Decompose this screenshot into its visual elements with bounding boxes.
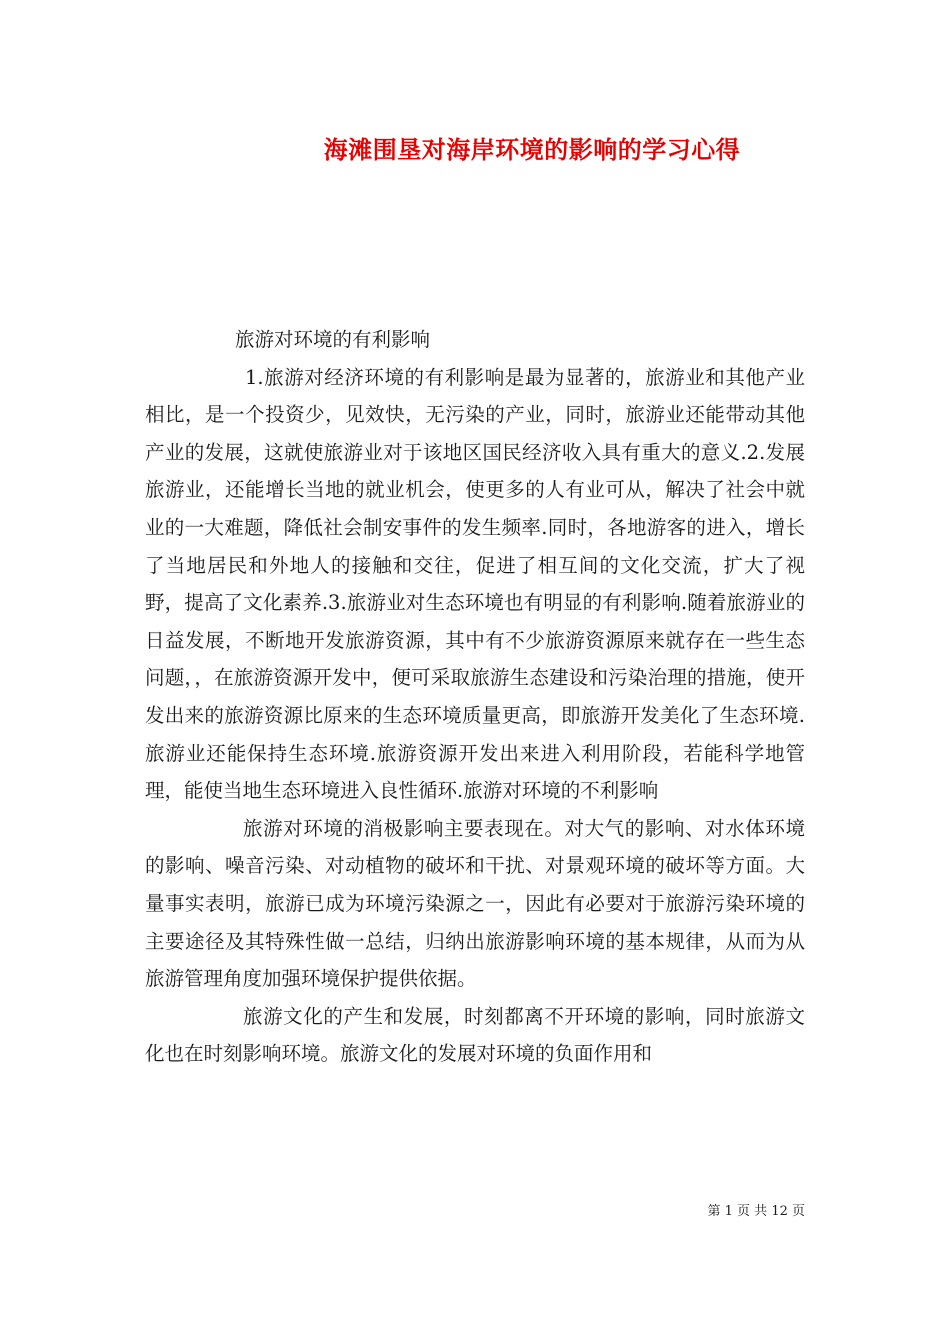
document-body <box>145 321 805 1073</box>
page-footer: 第 1 页 共 12 页 <box>707 1204 805 1219</box>
document-title: 海滩围垦对海岸环境的影响的学习心得 <box>323 135 741 164</box>
paragraph: 旅游对环境的消极影响主要表现在。对大气的影响、对水体环境的影响、噪音污染、对动植物的破坏和干扰、对景观环境的破坏等方面。大量事实表明，旅游已成为环境污染源之一，因此有必要对于旅游污染环境的主要途径及其特殊性做一总结，归纳出旅游影响环境的基本规律，从而为从旅游管理角度加强环境保护提供依据。 <box>145 816 805 991</box>
section-heading: 旅游对环境的有利影响 <box>235 328 431 351</box>
paragraph: 旅游文化的产生和发展，时刻都离不开环境的影响，同时旅游文化也在时刻影响环境。旅游文化的发展对环境的负面作用和 <box>145 1004 805 1066</box>
paragraph: 1.旅游对经济环境的有利影响是最为显著的，旅游业和其他产业相比，是一个投资少，见效快，无污染的产业，同时，旅游业还能带动其他产业的发展，这就使旅游业对于该地区国民经济收入具有重大的意义.2.发展旅游业，还能增长当地的就业机会，使更多的人有业可从，解决了社会中就业的一大难题，降低社会制安事件的发生频率.同时，各地游客的进入，增长了当地居民和外地人的接触和交往，促进了相互间的文化交流，扩大了视野，提高了文化素养.3.旅游业对生态环境也有明显的有利影响.随着旅游业的日益发展，不断地开发旅游资源，其中有不少旅游资源原来就存在一些生态问题，，在旅游资源开发中，便可采取旅游生态建设和污染治理的措施，使开发出来的旅游资源比原来的生态环境质量更高，即旅游开发美化了生态环境.旅游业还能保持生态环境.旅游资源开发出来进入利用阶段，若能科学地管理，能使当地生态环境进入良性循环.旅游对环境的不利影响 <box>145 365 805 803</box>
